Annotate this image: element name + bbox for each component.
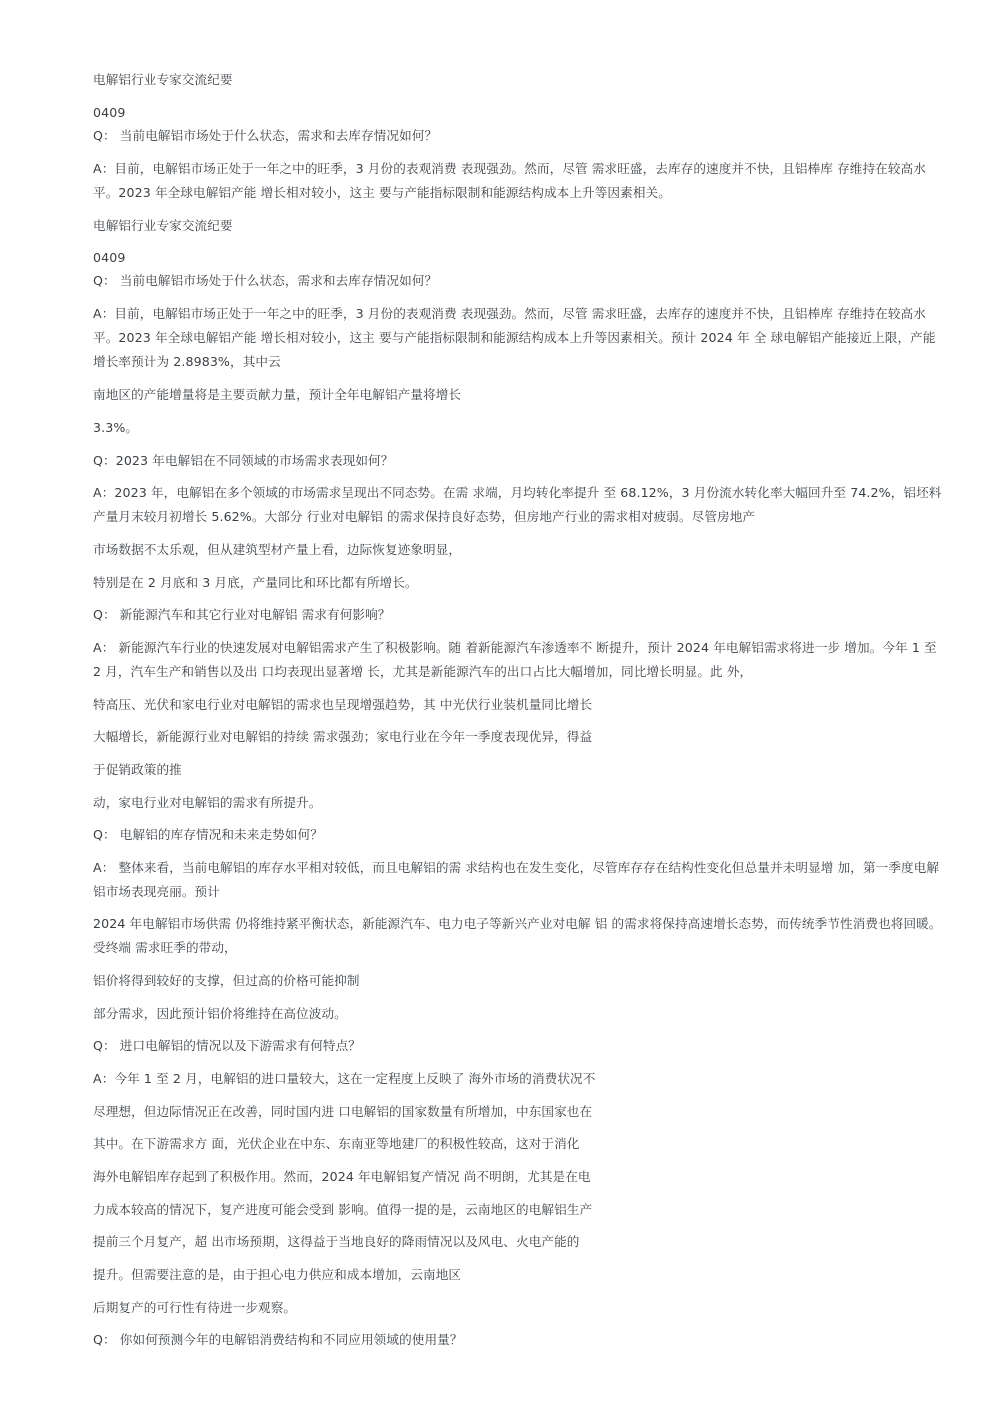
question-paragraph: Q：2023 年电解铝在不同领域的市场需求表现如何？ [93, 453, 394, 468]
answer-paragraph: A： 整体来看，当前电解铝的库存水平相对较低，而且电解铝的需 求结构也在发生变化，尽管库存存在结构性变化但总量并未明显增 加，第一季度电解铝市场表现亮丽。预计 [93, 860, 940, 899]
text-line: 3.3%。 [93, 420, 139, 435]
answer-line: 提前三个月复产，超 出市场预期，这得益于当地良好的降雨情况以及风电、火电产能的 [93, 1234, 580, 1249]
text-line: 部分需求，因此预计铝价将维持在高位波动。 [93, 1006, 347, 1021]
text-line: 特别是在 2 月底和 3 月底，产量同比和环比都有所增长。 [93, 575, 418, 590]
answer-paragraph: A： 新能源汽车行业的快速发展对电解铝需求产生了积极影响。随 着新能源汽车渗透率不 断提升，预计 2024 年电解铝需求将进一步 增加。今年 1 至 2 月，汽车生产和销售以及出 口均表现出显著增 长，尤其是新能源汽车的出口占比大幅增加，同比增长明显。此 外， [93, 640, 937, 679]
text-line: 铝价将得到较好的支撑，但过高的价格可能抑制 [93, 973, 360, 988]
date-label: 0409 [93, 250, 126, 265]
question-paragraph: Q： 进口电解铝的情况以及下游需求有何特点？ [93, 1038, 361, 1053]
document-title: 电解铝行业专家交流纪要 [93, 218, 233, 233]
question-paragraph: Q： 当前电解铝市场处于什么状态，需求和去库存情况如何？ [93, 128, 438, 143]
text-line: 于促销政策的推 [93, 762, 182, 777]
answer-line: 尽理想，但边际情况正在改善，同时国内进 口电解铝的国家数量有所增加，中东国家也在 [93, 1104, 593, 1119]
answer-line: 海外电解铝库存起到了积极作用。然而，2024 年电解铝复产情况 尚不明朗，尤其是在电 [93, 1169, 591, 1184]
text-line: 特高压、光伏和家电行业对电解铝的需求也呈现增强趋势，其 中光伏行业装机量同比增长 [93, 697, 593, 712]
answer-paragraph: A：目前，电解铝市场正处于一年之中的旺季，3 月份的表观消费 表现强劲。然而，尽管 需求旺盛，去库存的速度并不快，且铝棒库 存维持在较高水平。2023 年全球电解铝产能 增长相对较小，这主 要与产能指标限制和能源结构成本上升等因素相关。预计 2024 年 全 球电解铝产能接近上限，产能增长率预计为 2.8983%，其中云 [93, 306, 936, 369]
answer-line: 其中。在下游需求方 面，光伏企业在中东、东南亚等地建厂的积极性较高，这对于消化 [93, 1136, 580, 1151]
text-line: 大幅增长，新能源行业对电解铝的持续 需求强劲；家电行业在今年一季度表现优异，得益 [93, 729, 593, 744]
question-paragraph: Q： 新能源汽车和其它行业对电解铝 需求有何影响？ [93, 607, 391, 622]
answer-line: 力成本较高的情况下，复产进度可能会受到 影响。值得一提的是，云南地区的电解铝生产 [93, 1202, 593, 1217]
answer-paragraph: A：目前，电解铝市场正处于一年之中的旺季，3 月份的表观消费 表现强劲。然而，尽管 需求旺盛，去库存的速度并不快，且铝棒库 存维持在较高水平。2023 年全球电解铝产能 增长相对较小，这主 要与产能指标限制和能源结构成本上升等因素相关。 [93, 161, 926, 200]
question-paragraph: Q： 当前电解铝市场处于什么状态，需求和去库存情况如何？ [93, 273, 438, 288]
date-label: 0409 [93, 105, 126, 120]
answer-line: 提升。但需要注意的是，由于担心电力供应和成本增加，云南地区 [93, 1267, 462, 1282]
answer-line: A：今年 1 至 2 月，电解铝的进口量较大，这在一定程度上反映了 海外市场的消费状况不 [93, 1071, 596, 1086]
answer-paragraph: A：2023 年，电解铝在多个领域的市场需求呈现出不同态势。在需 求端，月均转化率提升 至 68.12%，3 月份流水转化率大幅回升至 74.2%，铝坯料产量月末较月初增长 5.62%。大部分 行业对电解铝 的需求保持良好态势，但房地产行业的需求相对疲弱。尽管房地产 [93, 485, 942, 524]
question-paragraph: Q： 你如何预测今年的电解铝消费结构和不同应用领域的使用量？ [93, 1332, 463, 1347]
document-title: 电解铝行业专家交流纪要 [93, 72, 233, 87]
text-line: 南地区的产能增量将是主要贡献力量，预计全年电解铝产量将增长 [93, 387, 462, 402]
text-line: 市场数据不太乐观，但从建筑型材产量上看，边际恢复迹象明显， [93, 542, 462, 557]
text-line: 动，家电行业对电解铝的需求有所提升。 [93, 795, 322, 810]
answer-continuation: 2024 年电解铝市场供需 仍将维持紧平衡状态，新能源汽车、电力电子等新兴产业对电解 铝 的需求将保持高速增长态势，而传统季节性消费也将回暖。受终端 需求旺季的带动， [93, 916, 942, 955]
answer-line: 后期复产的可行性有待进一步观察。 [93, 1300, 297, 1315]
question-paragraph: Q： 电解铝的库存情况和未来走势如何？ [93, 827, 323, 842]
